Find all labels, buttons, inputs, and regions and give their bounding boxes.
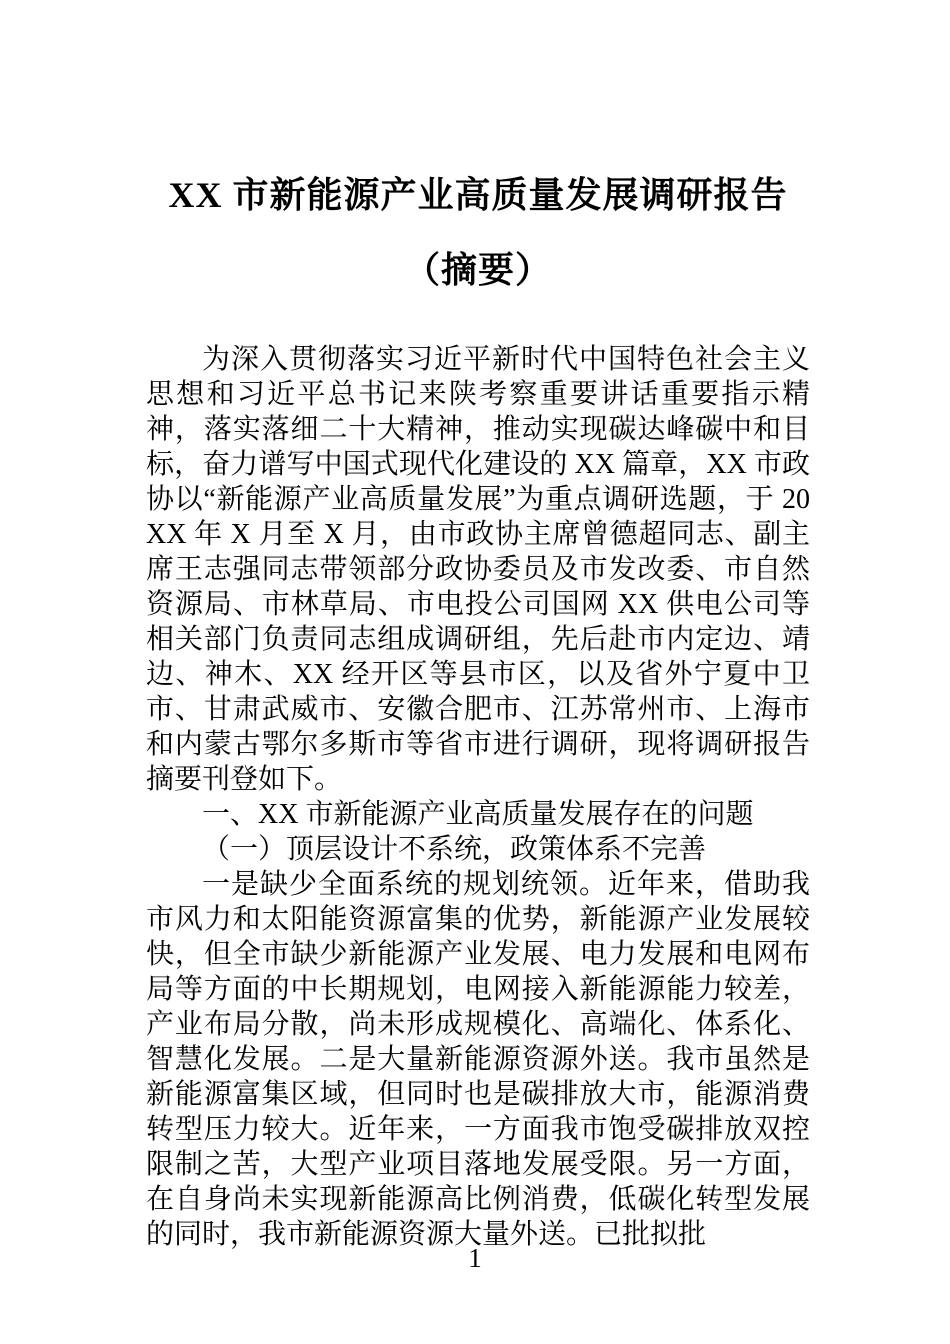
document-body xyxy=(146,342,810,1252)
body-paragraph: 一是缺少全面系统的规划统领。近年来，借助我市风力和太阳能资源富集的优势，新能源产业发展较快，但全市缺少新能源产业发展、电力发展和电网布局等方面的中长期规划，电网接入新能源能力较差，产业布局分散，尚未形成规模化、高端化、体系化、智慧化发展。二是大量新能源资源外送。我市虽然是新能源富集区域，但同时也是碳排放大市，能源消费转型压力较大。近年来，一方面我市饱受碳排放双控限制之苦，大型产业项目落地发展受限。另一方面，在自身尚未实现新能源高比例消费，低碳化转型发展的同时，我市新能源资源大量外送。已批拟批 xyxy=(146,869,810,1250)
document-title: XX 市新能源产业高质量发展调研报告（摘要） xyxy=(168,175,788,290)
subsection-heading-1-1: （一）顶层设计不系统，政策体系不完善 xyxy=(202,834,707,865)
page-number: 1 xyxy=(468,1243,482,1273)
intro-paragraph: 为深入贯彻落实习近平新时代中国特色社会主义思想和习近平总书记来陕考察重要讲话重要指示精神，落实落细二十大精神，推动实现碳达峰碳中和目标，奋力谱写中国式现代化建设的 XX 篇章，XX 市政协以“新能源产业高质量发展”为重点调研选题，于 20XX 年 X 月至 X 月，由市政协主席曾德超同志、副主席王志强同志带领部分政协委员及市发改委、市自然资源局、市林草局、市电投公司国网 XX 供电公司等相关部门负责同志组成调研组，先后赴市内定边、靖边、神木、XX 经开区等县市区，以及省外宁夏中卫市、甘肃武威市、安徽合肥市、江苏常州市、上海市和内蒙古鄂尔多斯市等省市进行调研，现将调研报告摘要刊登如下。 xyxy=(146,344,810,795)
section-heading-1: 一、XX 市新能源产业高质量发展存在的问题 xyxy=(202,799,754,830)
